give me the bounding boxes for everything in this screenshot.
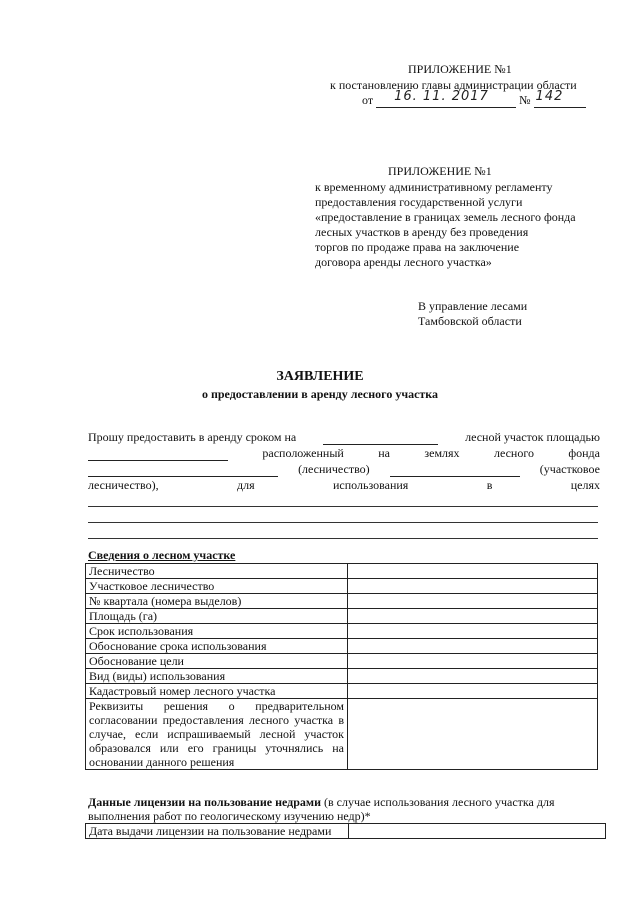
table-row (86, 639, 598, 654)
row-value-cell[interactable] (348, 639, 598, 654)
table-row (86, 824, 606, 839)
regulation-line-2: предоставления государственной услуги (315, 195, 523, 209)
table-row (86, 654, 598, 669)
row-value-cell[interactable] (348, 669, 598, 684)
body-text-3b: (участковое (539, 462, 600, 476)
purpose-field-line-3[interactable] (88, 525, 598, 539)
row-label-license-date: Дата выдачи лицензии на пользование недрами (86, 824, 349, 839)
table-row (86, 699, 598, 770)
row-value-cell[interactable] (349, 824, 606, 839)
body-text-4a: лесничество), (88, 478, 159, 492)
document-title: ЗАЯВЛЕНИЕ (276, 369, 364, 384)
regulation-line-1: к временному административному регламенту (315, 180, 553, 194)
purpose-field-line-1[interactable] (88, 493, 598, 507)
row-value-cell[interactable] (348, 684, 598, 699)
appendix-title-1: ПРИЛОЖЕНИЕ №1 (408, 62, 512, 76)
addressee-line-2: Тамбовской области (418, 314, 522, 328)
body-text-4d: в (486, 478, 493, 492)
section-2-title (88, 795, 600, 823)
body-text-2c: землях (424, 446, 460, 460)
table-row (86, 579, 598, 594)
body-text-3a: (лесничество) (298, 462, 370, 476)
resolution-line: к постановлению главы администрации области (330, 78, 577, 92)
purpose-field-line-2[interactable] (88, 509, 598, 523)
row-label-forestry: Лесничество (86, 564, 348, 579)
section-2-title-rest: (в случае использования лесного участка для выполнения работ по геологическому изучению недр)* (88, 795, 555, 823)
regulation-line-3: «предоставление в границах земель лесного фонда (315, 210, 576, 224)
row-value-cell[interactable] (348, 609, 598, 624)
table-row (86, 684, 598, 699)
regulation-line-5: торгов по продаже права на заключение (315, 240, 520, 254)
appendix-title-2: ПРИЛОЖЕНИЕ №1 (388, 164, 492, 178)
body-text-1b: лесной участок площадью (465, 430, 600, 444)
table-row (86, 594, 598, 609)
row-value-cell[interactable] (348, 564, 598, 579)
forestry-field[interactable] (88, 462, 278, 477)
date-line (362, 89, 586, 108)
row-label-quarter-number: № квартала (номера выделов) (86, 594, 348, 609)
table-row (86, 669, 598, 684)
from-label: от (362, 93, 374, 107)
row-label-term: Срок использования (86, 624, 348, 639)
row-label-purpose-justification: Обоснование цели (86, 654, 348, 669)
body-text-2d: лесного (493, 446, 534, 460)
regulation-line-4: лесных участков в аренду без проведения (315, 225, 529, 239)
body-text-2a: расположенный (262, 446, 344, 460)
row-label-decision-details: Реквизиты решения о предварительном согласовании предоставления лесного участка в случае, если испрашиваемый лесной участок образовался или его границы уточнялись на основании данного решения (86, 699, 348, 770)
body-text-2e: фонда (568, 446, 600, 460)
body-text-2b: на (378, 446, 390, 460)
body-text-4e: целях (570, 478, 600, 492)
body-line-1 (88, 430, 600, 445)
document-subtitle: о предоставлении в аренду лесного участка (201, 387, 439, 401)
body-text-4c: использования (332, 478, 409, 492)
number-handwritten: 142 (535, 89, 564, 104)
term-field[interactable] (323, 430, 438, 445)
row-label-term-justification: Обоснование срока использования (86, 639, 348, 654)
regulation-line-6: договора аренды лесного участка» (315, 255, 492, 269)
license-table (85, 823, 606, 839)
body-line-3 (88, 462, 600, 477)
row-value-cell[interactable] (348, 579, 598, 594)
row-value-cell[interactable] (348, 624, 598, 639)
row-label-district-forestry: Участковое лесничество (86, 579, 348, 594)
forest-plot-table (85, 563, 598, 770)
section-2-title-bold: Данные лицензии на пользование недрами (88, 795, 321, 809)
date-handwritten: 16. 11. 2017 (394, 89, 489, 104)
body-text-1a: Прошу предоставить в аренду сроком на (88, 430, 297, 444)
row-label-area: Площадь (га) (86, 609, 348, 624)
number-field (534, 89, 586, 108)
number-label: № (519, 93, 531, 107)
body-line-2 (88, 446, 600, 461)
table-row (86, 564, 598, 579)
row-value-cell[interactable] (348, 699, 598, 770)
addressee-line-1: В управление лесами (418, 299, 528, 313)
row-label-cadastral-number: Кадастровый номер лесного участка (86, 684, 348, 699)
area-field[interactable] (88, 446, 228, 461)
row-value-cell[interactable] (348, 654, 598, 669)
row-label-usage-type: Вид (виды) использования (86, 669, 348, 684)
date-field (376, 89, 516, 108)
section-1-title: Сведения о лесном участке (88, 548, 236, 562)
district-forestry-field[interactable] (390, 462, 520, 477)
body-text-4b: для (236, 478, 255, 492)
table-row (86, 624, 598, 639)
table-row (86, 609, 598, 624)
row-value-cell[interactable] (348, 594, 598, 609)
body-line-4 (88, 478, 600, 493)
